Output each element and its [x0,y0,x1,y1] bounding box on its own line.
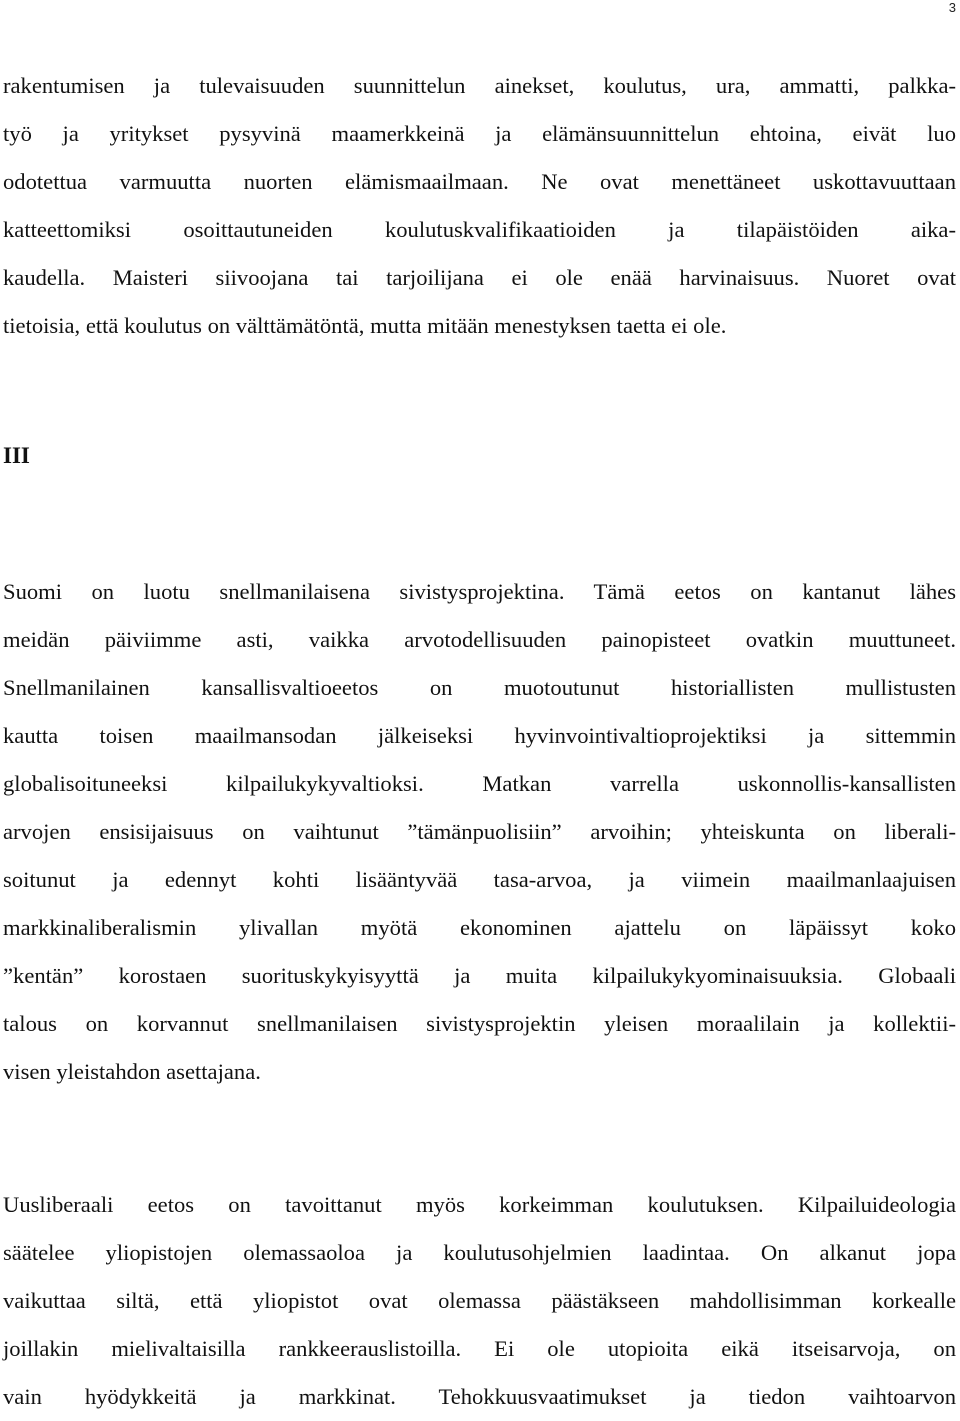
paragraph-intro-continuation [3,62,956,350]
text-line: talous on korvannut snellmanilaisen sivistysprojektin yleisen moraalilain ja kollektii- [3,1011,956,1036]
text-line: rakentumisen ja tulevaisuuden suunnittelun ainekset, koulutus, ura, ammatti, palkka- [3,73,956,98]
text-line: joillakin mielivaltaisilla rankkeerauslistoilla. Ei ole utopioita eikä itseisarvoja, on [3,1336,956,1361]
page-number: 3 [948,0,956,15]
text-line: kautta toisen maailmansodan jälkeiseksi hyvinvointivaltioprojektiksi ja sittemmin [3,723,956,748]
text-line: vaikuttaa siltä, että yliopistot ovat olemassa päästäkseen mahdollisimman korkealle [3,1288,956,1313]
text-line: globalisoituneeksi kilpailukykyvaltioksi. Matkan varrella uskonnollis-kansallisten [3,771,956,796]
text-line: meidän päiviimme asti, vaikka arvotodellisuuden painopisteet ovatkin muuttuneet. [3,627,956,652]
text-line: soitunut ja edennyt kohti lisääntyvää tasa-arvoa, ja viimein maailmanlaajuisen [3,867,956,892]
paragraph-neoliberal [3,1181,956,1421]
text-line: Uusliberaali eetos on tavoittanut myös korkeimman koulutuksen. Kilpailuideologia [3,1192,956,1217]
section-heading: III [3,443,30,468]
text-line: säätelee yliopistojen olemassaoloa ja koulutusohjelmien laadintaa. On alkanut jopa [3,1240,956,1265]
text-line: visen yleistahdon asettajana. [3,1059,261,1084]
text-line: tietoisia, että koulutus on välttämätöntä, mutta mitään menestyksen taetta ei ole. [3,313,727,338]
text-line: markkinaliberalismin ylivallan myötä ekonominen ajattelu on läpäissyt koko [3,915,956,940]
text-line: ”kentän” korostaen suorituskykyisyyttä ja muita kilpailukykyominaisuuksia. Globaali [3,963,956,988]
text-line: työ ja yritykset pysyvinä maamerkkeinä ja elämänsuunnittelun ehtoina, eivät luo [3,121,956,146]
paragraph-snellman [3,568,956,1096]
text-line: arvojen ensisijaisuus on vaihtunut ”tämänpuolisiin” arvoihin; yhteiskunta on liberali- [3,819,956,844]
text-line: Suomi on luotu snellmanilaisena sivistysprojektina. Tämä eetos on kantanut lähes [3,579,956,604]
text-line: odotettua varmuutta nuorten elämismaailmaan. Ne ovat menettäneet uskottavuuttaan [3,169,956,194]
text-line: vain hyödykkeitä ja markkinat. Tehokkuusvaatimukset ja tiedon vaihtoarvon [3,1384,956,1409]
text-line: kaudella. Maisteri siivoojana tai tarjoilijana ei ole enää harvinaisuus. Nuoret ovat [3,265,956,290]
text-line: katteettomiksi osoittautuneiden koulutuskvalifikaatioiden ja tilapäistöiden aika- [3,217,956,242]
text-line: Snellmanilainen kansallisvaltioeetos on muotoutunut historiallisten mullistusten [3,675,956,700]
